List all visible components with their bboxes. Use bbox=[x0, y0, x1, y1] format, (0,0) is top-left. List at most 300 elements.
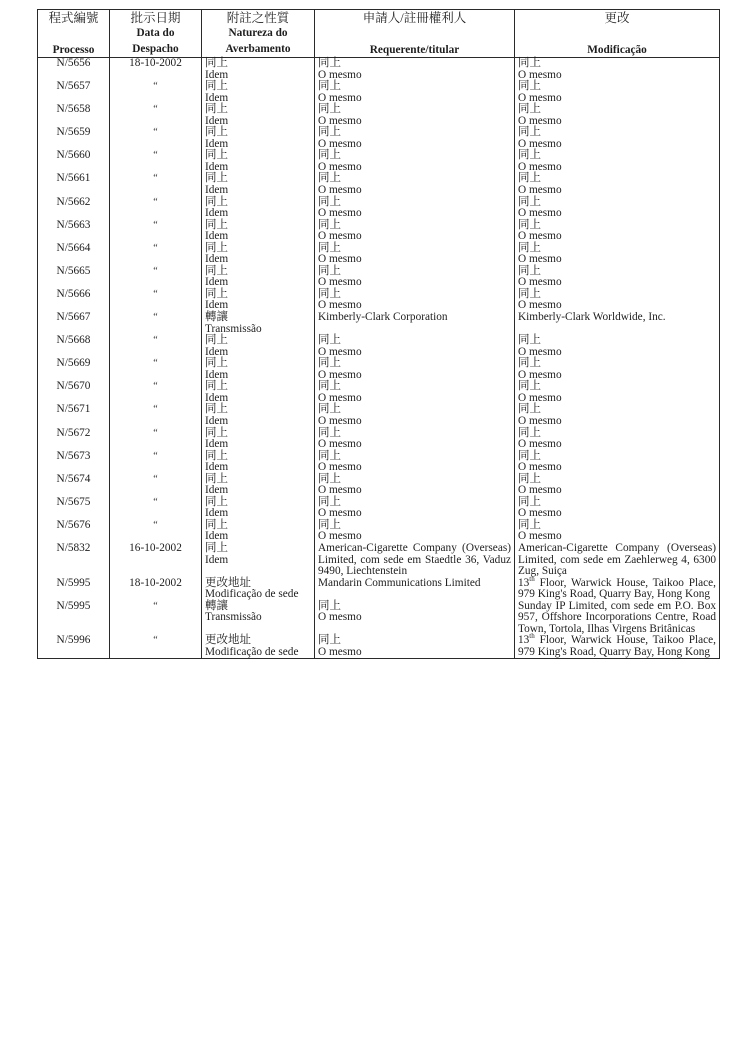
header-modificacao bbox=[515, 10, 720, 58]
processo-cell bbox=[38, 197, 110, 220]
natureza-cell bbox=[202, 312, 315, 335]
modificacao-pt: O mesmo bbox=[518, 253, 562, 266]
modificacao-pt-block bbox=[518, 312, 716, 324]
modificacao-pt-block bbox=[518, 574, 716, 601]
header-requerente-pt: Requerente/titular bbox=[369, 44, 460, 56]
natureza-zh: 轉讓 bbox=[205, 599, 228, 612]
requerente-pt: O mesmo bbox=[318, 461, 362, 474]
data-despacho: “ bbox=[153, 242, 158, 254]
modificacao-zh: 同上 bbox=[518, 195, 541, 208]
requerente-zh: 同上 bbox=[318, 287, 341, 300]
natureza-pt: Idem bbox=[205, 160, 229, 173]
natureza-pt: Idem bbox=[205, 438, 229, 451]
data-despacho: 18-10-2002 bbox=[129, 57, 182, 69]
header-data-zh: 批示日期 bbox=[130, 11, 181, 25]
data-despacho-cell bbox=[110, 635, 202, 659]
natureza-zh: 同上 bbox=[205, 380, 228, 393]
requerente-zh: 同上 bbox=[318, 218, 341, 231]
requerente-zh: 同上 bbox=[318, 172, 341, 185]
processo-cell bbox=[38, 404, 110, 427]
modificacao-pt-block bbox=[518, 462, 716, 474]
data-despacho: “ bbox=[153, 427, 158, 439]
requerente-cell bbox=[315, 635, 515, 659]
modificacao-pt-block bbox=[518, 416, 716, 428]
data-despacho: “ bbox=[153, 288, 158, 300]
natureza-zh: 同上 bbox=[205, 357, 228, 370]
processo-number: N/5996 bbox=[56, 634, 91, 647]
requerente-pt: O mesmo bbox=[318, 414, 362, 427]
data-despacho: “ bbox=[153, 519, 158, 531]
processo-cell bbox=[38, 335, 110, 358]
requerente-cell bbox=[315, 312, 515, 335]
table-row bbox=[38, 127, 720, 150]
modificacao-pt: O mesmo bbox=[518, 68, 562, 81]
data-despacho-cell bbox=[110, 220, 202, 243]
processo-cell bbox=[38, 289, 110, 312]
requerente-cell bbox=[315, 520, 515, 543]
modificacao-pt-block bbox=[518, 139, 716, 151]
modificacao-pt: O mesmo bbox=[518, 114, 562, 127]
processo-cell bbox=[38, 81, 110, 104]
requerente-zh: 同上 bbox=[318, 449, 341, 462]
modificacao-cell bbox=[515, 451, 720, 474]
modificacao-zh: 同上 bbox=[518, 426, 541, 439]
processo-cell bbox=[38, 578, 110, 601]
modificacao-zh: 同上 bbox=[518, 103, 541, 116]
natureza-zh: 同上 bbox=[205, 149, 228, 162]
requerente-zh: 同上 bbox=[318, 126, 341, 139]
modificacao-zh: 同上 bbox=[518, 380, 541, 393]
table-row bbox=[38, 497, 720, 520]
processo-number: N/5659 bbox=[56, 126, 91, 139]
processo-cell bbox=[38, 243, 110, 266]
modificacao-cell bbox=[515, 81, 720, 104]
table-row bbox=[38, 404, 720, 427]
data-despacho-cell bbox=[110, 497, 202, 520]
natureza-cell bbox=[202, 81, 315, 104]
data-despacho: “ bbox=[153, 81, 158, 93]
processo-cell bbox=[38, 601, 110, 636]
modificacao-pt: O mesmo bbox=[518, 507, 562, 520]
modificacao-pt-block bbox=[518, 231, 716, 243]
data-despacho: “ bbox=[153, 104, 158, 116]
header-natureza-pt1: Natureza do bbox=[228, 27, 288, 39]
data-despacho: “ bbox=[153, 600, 158, 612]
processo-number: N/5656 bbox=[56, 57, 91, 69]
modificacao-cell bbox=[515, 312, 720, 335]
modificacao-zh: 同上 bbox=[518, 518, 541, 531]
table-row bbox=[38, 197, 720, 220]
modificacao-pt: O mesmo bbox=[518, 461, 562, 474]
natureza-zh: 同上 bbox=[205, 403, 228, 416]
modificacao-zh: 同上 bbox=[518, 449, 541, 462]
data-despacho-cell bbox=[110, 81, 202, 104]
requerente-cell bbox=[315, 543, 515, 578]
header-processo-zh: 程式編號 bbox=[48, 11, 99, 25]
requerente-pt: Kimberly-Clark Corporation bbox=[318, 311, 448, 324]
modificacao-pt: O mesmo bbox=[518, 91, 562, 104]
data-despacho-cell bbox=[110, 335, 202, 358]
modificacao-pt: American-Cigarette Company (Overseas) Limited, com sede em Zaehlerweg 4, 6300 Zug, Suiça bbox=[518, 541, 716, 578]
requerente-cell bbox=[315, 104, 515, 127]
natureza-zh: 同上 bbox=[205, 57, 228, 69]
requerente-pt: O mesmo bbox=[318, 611, 362, 624]
requerente-zh: 同上 bbox=[318, 472, 341, 485]
data-despacho-cell bbox=[110, 127, 202, 150]
modificacao-cell bbox=[515, 520, 720, 543]
table-row bbox=[38, 543, 720, 578]
requerente-pt: O mesmo bbox=[318, 207, 362, 220]
table-row bbox=[38, 381, 720, 404]
natureza-cell bbox=[202, 266, 315, 289]
modificacao-pt: O mesmo bbox=[518, 414, 562, 427]
requerente-cell bbox=[315, 451, 515, 474]
natureza-cell bbox=[202, 543, 315, 578]
natureza-zh: 同上 bbox=[205, 541, 228, 554]
modificacao-zh: 同上 bbox=[518, 403, 541, 416]
requerente-pt: O mesmo bbox=[318, 114, 362, 127]
processo-number: N/5666 bbox=[56, 287, 91, 300]
modificacao-pt-block bbox=[518, 632, 716, 658]
data-despacho: “ bbox=[153, 335, 158, 347]
natureza-cell bbox=[202, 404, 315, 427]
processo-cell bbox=[38, 635, 110, 659]
modificacao-pt: O mesmo bbox=[518, 484, 562, 497]
requerente-cell bbox=[315, 266, 515, 289]
natureza-cell bbox=[202, 289, 315, 312]
modificacao-pt: O mesmo bbox=[518, 530, 562, 543]
modificacao-cell bbox=[515, 243, 720, 266]
natureza-pt: Idem bbox=[205, 184, 229, 197]
natureza-pt: Idem bbox=[205, 553, 229, 566]
modificacao-pt-block bbox=[518, 93, 716, 105]
natureza-pt: Idem bbox=[205, 507, 229, 520]
processo-cell bbox=[38, 358, 110, 381]
natureza-zh: 同上 bbox=[205, 334, 228, 347]
data-despacho: “ bbox=[153, 473, 158, 485]
processo-number: N/5673 bbox=[56, 449, 91, 462]
requerente-zh: 同上 bbox=[318, 357, 341, 370]
processo-number: N/5672 bbox=[56, 426, 91, 439]
natureza-zh: 同上 bbox=[205, 449, 228, 462]
natureza-pt: Idem bbox=[205, 391, 229, 404]
header-modificacao-pt: Modificação bbox=[587, 44, 647, 56]
modificacao-cell bbox=[515, 104, 720, 127]
requerente-zh: 同上 bbox=[318, 403, 341, 416]
data-despacho: “ bbox=[153, 150, 158, 162]
header-natureza bbox=[202, 10, 315, 58]
requerente-cell bbox=[315, 173, 515, 196]
requerente-cell bbox=[315, 197, 515, 220]
requerente-cell bbox=[315, 428, 515, 451]
requerente-zh: 同上 bbox=[318, 599, 341, 612]
data-despacho: 16-10-2002 bbox=[129, 541, 182, 554]
natureza-zh: 同上 bbox=[205, 218, 228, 231]
processo-cell bbox=[38, 474, 110, 497]
natureza-cell bbox=[202, 635, 315, 659]
averbamentos-table-page bbox=[37, 9, 719, 659]
modificacao-cell bbox=[515, 173, 720, 196]
floor-number: 13 bbox=[518, 634, 530, 647]
modificacao-pt-block bbox=[518, 370, 716, 382]
processo-number: N/5671 bbox=[56, 403, 91, 416]
modificacao-zh: 同上 bbox=[518, 472, 541, 485]
requerente-zh: 同上 bbox=[318, 426, 341, 439]
natureza-cell bbox=[202, 520, 315, 543]
table-row bbox=[38, 578, 720, 601]
modificacao-pt: Sunday IP Limited, com sede em P.O. Box 957, Offshore Incorporations Centre, Road Town, Tortola, Ilhas Virgens Britânicas bbox=[518, 599, 716, 635]
natureza-zh: 同上 bbox=[205, 426, 228, 439]
processo-cell bbox=[38, 173, 110, 196]
natureza-zh: 同上 bbox=[205, 126, 228, 139]
modificacao-cell bbox=[515, 428, 720, 451]
header-data-pt2: Despacho bbox=[132, 43, 179, 55]
natureza-pt: Transmissão bbox=[205, 322, 262, 335]
requerente-pt: O mesmo bbox=[318, 530, 362, 543]
requerente-cell bbox=[315, 243, 515, 266]
data-despacho-cell bbox=[110, 358, 202, 381]
modificacao-pt-block bbox=[518, 162, 716, 174]
processo-number: N/5670 bbox=[56, 380, 91, 393]
natureza-zh: 同上 bbox=[205, 195, 228, 208]
table-row bbox=[38, 58, 720, 82]
modificacao-cell bbox=[515, 197, 720, 220]
natureza-zh: 同上 bbox=[205, 103, 228, 116]
natureza-cell bbox=[202, 451, 315, 474]
processo-number: N/5662 bbox=[56, 195, 91, 208]
natureza-zh: 同上 bbox=[205, 241, 228, 254]
table-row bbox=[38, 220, 720, 243]
data-despacho-cell bbox=[110, 266, 202, 289]
processo-number: N/5665 bbox=[56, 264, 91, 277]
data-despacho: “ bbox=[153, 635, 158, 647]
requerente-pt: O mesmo bbox=[318, 137, 362, 150]
data-despacho-cell bbox=[110, 404, 202, 427]
requerente-pt: O mesmo bbox=[318, 484, 362, 497]
table-row bbox=[38, 635, 720, 659]
processo-number: N/5661 bbox=[56, 172, 91, 185]
floor-number: 13 bbox=[518, 576, 530, 589]
requerente-cell bbox=[315, 58, 515, 82]
data-despacho-cell bbox=[110, 601, 202, 636]
data-despacho-cell bbox=[110, 428, 202, 451]
ordinal-suffix: th bbox=[529, 632, 535, 641]
modificacao-zh: 同上 bbox=[518, 357, 541, 370]
data-despacho: “ bbox=[153, 127, 158, 139]
modificacao-pt: O mesmo bbox=[518, 160, 562, 173]
requerente-cell bbox=[315, 497, 515, 520]
processo-number: N/5676 bbox=[56, 518, 91, 531]
natureza-zh: 更改地址 bbox=[205, 576, 251, 589]
natureza-zh: 更改地址 bbox=[205, 634, 251, 647]
averbamentos-table bbox=[37, 9, 720, 659]
modificacao-zh: 同上 bbox=[518, 218, 541, 231]
data-despacho: “ bbox=[153, 496, 158, 508]
data-despacho-cell bbox=[110, 104, 202, 127]
data-despacho-cell bbox=[110, 289, 202, 312]
modificacao-pt-block bbox=[518, 393, 716, 405]
data-despacho-cell bbox=[110, 312, 202, 335]
table-body bbox=[38, 58, 720, 659]
modificacao-cell bbox=[515, 404, 720, 427]
modificacao-pt: O mesmo bbox=[518, 391, 562, 404]
modificacao-pt-block bbox=[518, 254, 716, 266]
processo-number: N/5664 bbox=[56, 241, 91, 254]
modificacao-zh: 同上 bbox=[518, 80, 541, 93]
data-despacho-cell bbox=[110, 520, 202, 543]
processo-cell bbox=[38, 381, 110, 404]
modificacao-cell bbox=[515, 358, 720, 381]
processo-number: N/5660 bbox=[56, 149, 91, 162]
processo-cell bbox=[38, 451, 110, 474]
header-data bbox=[110, 10, 202, 58]
natureza-cell bbox=[202, 58, 315, 82]
modificacao-pt: O mesmo bbox=[518, 207, 562, 220]
data-despacho: 18-10-2002 bbox=[129, 576, 182, 589]
header-natureza-zh: 附註之性質 bbox=[226, 11, 290, 25]
requerente-pt: O mesmo bbox=[318, 253, 362, 266]
data-despacho-cell bbox=[110, 173, 202, 196]
modificacao-pt: O mesmo bbox=[518, 184, 562, 197]
modificacao-zh: 同上 bbox=[518, 287, 541, 300]
natureza-pt: Idem bbox=[205, 414, 229, 427]
requerente-zh: 同上 bbox=[318, 334, 341, 347]
processo-cell bbox=[38, 220, 110, 243]
modificacao-cell bbox=[515, 497, 720, 520]
modificacao-pt: O mesmo bbox=[518, 230, 562, 243]
requerente-cell bbox=[315, 381, 515, 404]
processo-number: N/5657 bbox=[56, 80, 91, 93]
modificacao-pt: O mesmo bbox=[518, 299, 562, 312]
natureza-cell bbox=[202, 243, 315, 266]
requerente-pt: O mesmo bbox=[318, 230, 362, 243]
table-row bbox=[38, 474, 720, 497]
requerente-zh: 同上 bbox=[318, 80, 341, 93]
requerente-zh: 同上 bbox=[318, 634, 341, 647]
processo-number: N/5667 bbox=[56, 311, 91, 324]
modificacao-cell bbox=[515, 150, 720, 173]
table-header-row bbox=[38, 10, 720, 58]
natureza-zh: 轉讓 bbox=[205, 311, 228, 324]
header-data-pt1: Data do bbox=[136, 27, 175, 39]
modificacao-cell bbox=[515, 601, 720, 636]
modificacao-cell bbox=[515, 127, 720, 150]
requerente-pt: O mesmo bbox=[318, 645, 362, 658]
requerente-cell bbox=[315, 474, 515, 497]
natureza-cell bbox=[202, 578, 315, 601]
modificacao-zh: 同上 bbox=[518, 334, 541, 347]
processo-cell bbox=[38, 150, 110, 173]
modificacao-zh: 同上 bbox=[518, 264, 541, 277]
processo-cell bbox=[38, 497, 110, 520]
requerente-cell bbox=[315, 578, 515, 601]
requerente-zh: 同上 bbox=[318, 495, 341, 508]
natureza-cell bbox=[202, 104, 315, 127]
data-despacho-cell bbox=[110, 474, 202, 497]
data-despacho-cell bbox=[110, 243, 202, 266]
modificacao-pt-block bbox=[518, 508, 716, 520]
table-row bbox=[38, 358, 720, 381]
modificacao-pt: Floor, Warwick House, Taikoo Place, 979 King's Road, Quarry Bay, Hong Kong bbox=[518, 576, 716, 601]
natureza-zh: 同上 bbox=[205, 264, 228, 277]
requerente-zh: 同上 bbox=[318, 57, 341, 69]
modificacao-pt-block bbox=[518, 601, 716, 636]
processo-cell bbox=[38, 520, 110, 543]
natureza-pt: Idem bbox=[205, 530, 229, 543]
natureza-pt: Modificação de sede bbox=[205, 645, 299, 658]
table-row bbox=[38, 520, 720, 543]
requerente-cell bbox=[315, 601, 515, 636]
processo-cell bbox=[38, 428, 110, 451]
modificacao-pt: Floor, Warwick House, Taikoo Place, 979 King's Road, Quarry Bay, Hong Kong bbox=[518, 634, 716, 658]
header-modificacao-zh: 更改 bbox=[604, 11, 630, 25]
modificacao-pt-block bbox=[518, 185, 716, 197]
requerente-pt: O mesmo bbox=[318, 368, 362, 381]
processo-cell bbox=[38, 104, 110, 127]
requerente-cell bbox=[315, 358, 515, 381]
table-row bbox=[38, 266, 720, 289]
natureza-cell bbox=[202, 474, 315, 497]
data-despacho: “ bbox=[153, 173, 158, 185]
requerente-zh: 同上 bbox=[318, 195, 341, 208]
modificacao-cell bbox=[515, 381, 720, 404]
natureza-pt: Idem bbox=[205, 253, 229, 266]
natureza-cell bbox=[202, 601, 315, 636]
modificacao-pt: O mesmo bbox=[518, 438, 562, 451]
modificacao-pt: O mesmo bbox=[518, 368, 562, 381]
natureza-pt: Idem bbox=[205, 68, 229, 81]
natureza-cell bbox=[202, 335, 315, 358]
natureza-zh: 同上 bbox=[205, 472, 228, 485]
processo-number: N/5663 bbox=[56, 218, 91, 231]
requerente-cell bbox=[315, 404, 515, 427]
natureza-cell bbox=[202, 358, 315, 381]
modificacao-zh: 同上 bbox=[518, 126, 541, 139]
natureza-pt: Idem bbox=[205, 461, 229, 474]
processo-number: N/5995 bbox=[56, 599, 91, 612]
modificacao-pt: Kimberly-Clark Worldwide, Inc. bbox=[518, 311, 666, 324]
data-despacho-cell bbox=[110, 451, 202, 474]
processo-cell bbox=[38, 312, 110, 335]
data-despacho-cell bbox=[110, 150, 202, 173]
modificacao-pt-block bbox=[518, 485, 716, 497]
processo-number: N/5674 bbox=[56, 472, 91, 485]
modificacao-pt: O mesmo bbox=[518, 137, 562, 150]
modificacao-cell bbox=[515, 220, 720, 243]
natureza-pt: Idem bbox=[205, 299, 229, 312]
table-row bbox=[38, 81, 720, 104]
natureza-pt: Idem bbox=[205, 368, 229, 381]
data-despacho: “ bbox=[153, 312, 158, 324]
natureza-zh: 同上 bbox=[205, 518, 228, 531]
processo-cell bbox=[38, 127, 110, 150]
requerente-pt: O mesmo bbox=[318, 299, 362, 312]
processo-number: N/5668 bbox=[56, 334, 91, 347]
requerente-pt: Mandarin Communications Limited bbox=[318, 576, 481, 589]
requerente-pt: O mesmo bbox=[318, 160, 362, 173]
modificacao-cell bbox=[515, 266, 720, 289]
data-despacho-cell bbox=[110, 578, 202, 601]
data-despacho: “ bbox=[153, 404, 158, 416]
natureza-cell bbox=[202, 127, 315, 150]
modificacao-cell bbox=[515, 632, 720, 659]
natureza-zh: 同上 bbox=[205, 80, 228, 93]
natureza-cell bbox=[202, 428, 315, 451]
data-despacho: “ bbox=[153, 358, 158, 370]
processo-number: N/5658 bbox=[56, 103, 91, 116]
table-row bbox=[38, 173, 720, 196]
natureza-zh: 同上 bbox=[205, 495, 228, 508]
